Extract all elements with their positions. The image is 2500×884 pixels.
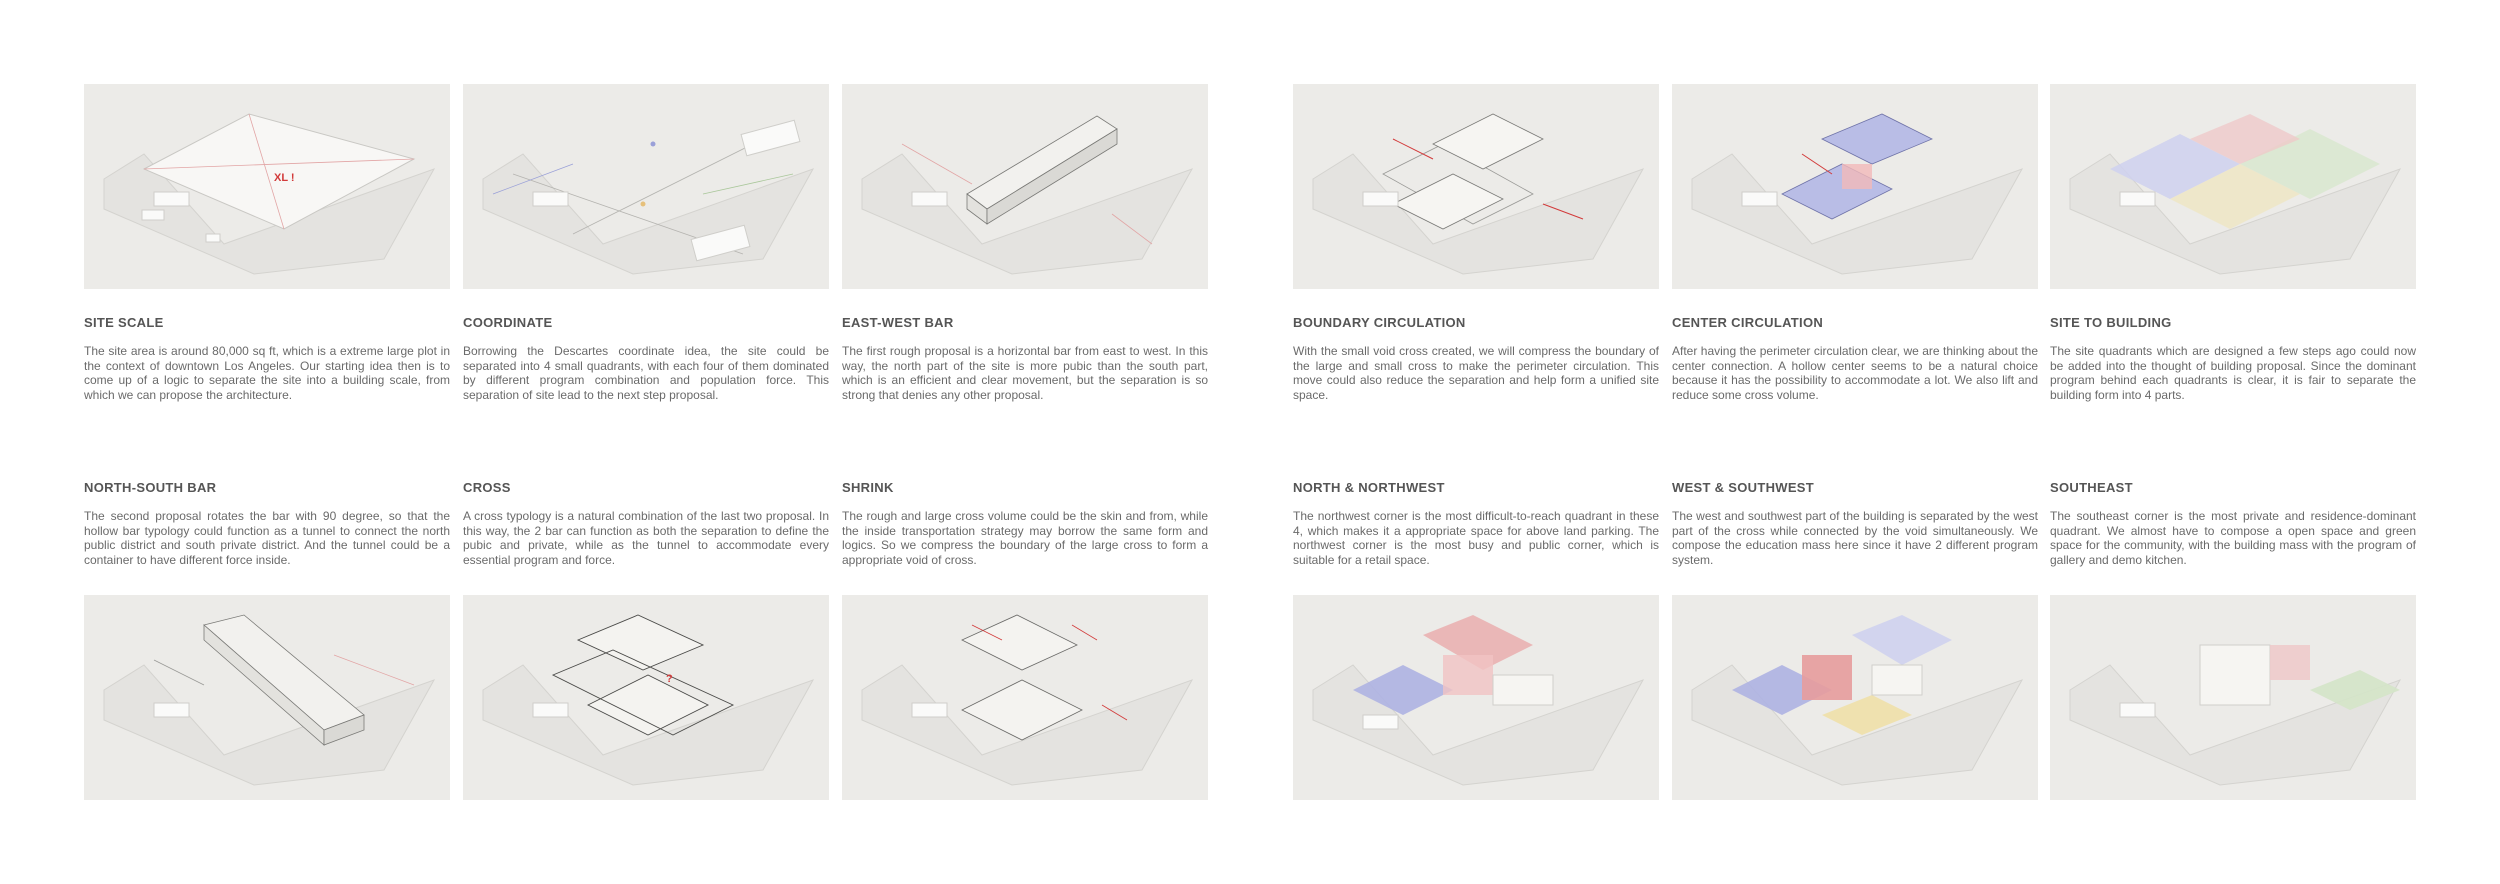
title-boundary-circulation: BOUNDARY CIRCULATION <box>1293 315 1466 330</box>
text-southeast: The southeast corner is the most private and residence-dominant quadrant. We almost have to compose a open space and green space for the community, with the building mass with the program of gallery and demo kitchen. <box>2050 509 2416 567</box>
text-north-northwest: The northwest corner is the most difficult-to-reach quadrant in these 4, which makes it a appropriate space for above land parking. The northwest corner is the most busy and public corner, which is suitable for a retail space. <box>1293 509 1659 567</box>
text-center-circulation: After having the perimeter circulation clear, we are thinking about the center connection. A hollow center seems to be a natural choice because it has the possibility to accommodate a lot. We also lift and reduce some cross volume. <box>1672 344 2038 402</box>
text-cross: A cross typology is a natural combination of the last two proposal. In this way, the 2 bar can function as both the separation to define the pubic and private, while as the tunnel to accommodate every essential program and force. <box>463 509 829 567</box>
diagram-east-west-bar <box>842 84 1208 289</box>
xl-label: XL ! <box>274 172 295 184</box>
text-shrink: The rough and large cross volume could be the skin and from, while the inside transportation strategy may borrow the same form and logics. So we compress the boundary of the large cross to form a appropriate void of cross. <box>842 509 1208 567</box>
text-west-southwest: The west and southwest part of the building is separated by the west part of the cross while connected by the void simultaneously. We compose the education mass here since it have 2 different program system. <box>1672 509 2038 567</box>
diagram-site-scale <box>84 84 450 289</box>
diagram-north-south-bar <box>84 595 450 800</box>
title-center-circulation: CENTER CIRCULATION <box>1672 315 1824 330</box>
text-site-to-building: The site quadrants which are designed a few steps ago could now be added into the thought of building proposal. Since the dominant program behind each quadrants is clear, it is fair to separate the building form into 4 parts. <box>2050 344 2416 402</box>
diagram-coordinate <box>463 84 829 289</box>
title-cross: CROSS <box>463 480 511 495</box>
diagram-southeast <box>2050 595 2416 800</box>
title-southeast: SOUTHEAST <box>2050 480 2133 495</box>
diagram-cross <box>463 595 829 800</box>
diagram-boundary-circulation <box>1293 84 1659 289</box>
title-east-west-bar: EAST-WEST BAR <box>842 315 954 330</box>
title-north-northwest: NORTH & NORTHWEST <box>1293 480 1445 495</box>
cross-question-label: ? <box>666 673 673 685</box>
text-east-west-bar: The first rough proposal is a horizontal bar from east to west. In this way, the north part of the site is more pubic than the south part, which is an efficient and clear movement, but the separation is so strong that denies any other proposal. <box>842 344 1208 402</box>
title-coordinate: COORDINATE <box>463 315 553 330</box>
title-shrink: SHRINK <box>842 480 894 495</box>
title-site-scale: SITE SCALE <box>84 315 164 330</box>
title-north-south-bar: NORTH-SOUTH BAR <box>84 480 217 495</box>
title-site-to-building: SITE TO BUILDING <box>2050 315 2172 330</box>
text-coordinate: Borrowing the Descartes coordinate idea, the site could be separated into 4 small quadrants, with each four of them dominated by different program combination and population force. This separation of site lead to the next step proposal. <box>463 344 829 402</box>
diagram-shrink <box>842 595 1208 800</box>
diagram-site-to-building <box>2050 84 2416 289</box>
diagram-center-circulation <box>1672 84 2038 289</box>
text-boundary-circulation: With the small void cross created, we will compress the boundary of the large and small cross to make the perimeter circulation. This move could also reduce the separation and help form a unified site space. <box>1293 344 1659 402</box>
diagram-north-northwest <box>1293 595 1659 800</box>
text-north-south-bar: The second proposal rotates the bar with 90 degree, so that the hollow bar typology could function as a tunnel to connect the north public district and south private district. And the tunnel could be a container to have different force inside. <box>84 509 450 567</box>
title-west-southwest: WEST & SOUTHWEST <box>1672 480 1815 495</box>
text-site-scale: The site area is around 80,000 sq ft, which is a extreme large plot in the context of downtown Los Angeles. Our starting idea then is to come up of a logic to separate the site into a building scale, from which we can propose the architecture. <box>84 344 450 402</box>
diagram-west-southwest <box>1672 595 2038 800</box>
